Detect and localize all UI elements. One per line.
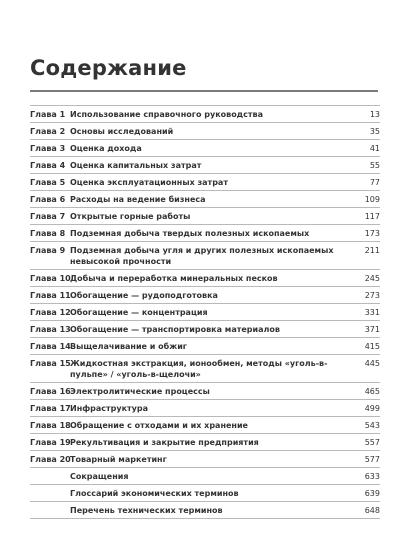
page-number: 109: [364, 195, 380, 204]
toc-entry: [30, 123, 380, 140]
page-title: Содержание: [30, 56, 187, 81]
chapter-label: Глава 14: [30, 342, 71, 351]
chapter-label: Глава 2: [30, 127, 66, 136]
toc-entry: [30, 242, 380, 270]
page-number: 331: [364, 308, 380, 317]
chapter-label: Глава 18: [30, 421, 71, 430]
title-divider: [30, 90, 378, 92]
toc-entry: [30, 225, 380, 242]
toc-entry: [30, 468, 380, 485]
toc-entry: [30, 383, 380, 400]
page-number: 273: [364, 291, 380, 300]
chapter-title: Рекультивация и закрытие предприятия: [70, 438, 259, 447]
chapter-title: Сокращения: [70, 472, 129, 481]
chapter-title: Оценка капитальных затрат: [70, 161, 202, 170]
chapter-title: Выщелачивание и обжиг: [70, 342, 187, 351]
chapter-title: Обогащение — транспортировка материалов: [70, 325, 280, 334]
toc-entry: [30, 208, 380, 225]
toc-entry: [30, 157, 380, 174]
page-number: 445: [364, 359, 380, 368]
page-number: 13: [369, 110, 380, 119]
chapter-title: Расходы на ведение бизнеса: [70, 195, 206, 204]
chapter-label: Глава 4: [30, 161, 66, 170]
page-number: 543: [364, 421, 380, 430]
chapter-title: Жидкостная экстракция, ионообмен, методы «уголь-в-пульпе» / «уголь-в-щелочи»: [70, 359, 328, 379]
chapter-title: Обогащение — рудоподготовка: [70, 291, 218, 300]
page-number: 211: [364, 246, 380, 255]
chapter-label: Глава 12: [30, 308, 71, 317]
chapter-title: Использование справочного руководства: [70, 110, 263, 119]
chapter-title: Глоссарий экономических терминов: [70, 489, 239, 498]
page-number: 245: [364, 274, 380, 283]
chapter-label: Глава 19: [30, 438, 71, 447]
table-of-contents: [30, 105, 380, 519]
toc-entry: [30, 338, 380, 355]
chapter-label: Глава 17: [30, 404, 71, 413]
toc-entry: [30, 140, 380, 157]
chapter-label: Глава 10: [30, 274, 71, 283]
page-number: 117: [364, 212, 380, 221]
chapter-title: Подземная добыча твердых полезных ископаемых: [70, 229, 310, 238]
page-number: 371: [364, 325, 380, 334]
chapter-title: Оценка дохода: [70, 144, 142, 153]
toc-entry: [30, 451, 380, 468]
page-number: 557: [364, 438, 380, 447]
chapter-label: Глава 15: [30, 359, 71, 368]
toc-entry: [30, 191, 380, 208]
page-number: 577: [364, 455, 380, 464]
toc-entry: [30, 105, 380, 123]
chapter-title: Перечень технических терминов: [70, 506, 223, 515]
page-number: 648: [364, 506, 380, 515]
toc-entry: [30, 400, 380, 417]
toc-entry: [30, 355, 380, 383]
page-number: 639: [364, 489, 380, 498]
toc-entry: [30, 485, 380, 502]
chapter-label: Глава 8: [30, 229, 66, 238]
chapter-label: Глава 11: [30, 291, 71, 300]
chapter-label: Глава 16: [30, 387, 71, 396]
toc-entry: [30, 417, 380, 434]
page-number: 415: [364, 342, 380, 351]
chapter-label: Глава 5: [30, 178, 66, 187]
chapter-title: Добыча и переработка минеральных песков: [70, 274, 278, 283]
page-number: 499: [364, 404, 380, 413]
page-number: 633: [364, 472, 380, 481]
chapter-title: Инфраструктура: [70, 404, 149, 413]
page-number: 55: [369, 161, 380, 170]
toc-entry: [30, 321, 380, 338]
chapter-title: Электролитические процессы: [70, 387, 210, 396]
chapter-label: Глава 20: [30, 455, 71, 464]
toc-entry: [30, 502, 380, 519]
toc-entry: [30, 434, 380, 451]
chapter-title: Основы исследований: [70, 127, 174, 136]
chapter-title: Обращение с отходами и их хранение: [70, 421, 248, 430]
toc-entry: [30, 287, 380, 304]
chapter-label: Глава 13: [30, 325, 71, 334]
chapter-title: Товарный маркетинг: [70, 455, 167, 464]
chapter-label: Глава 7: [30, 212, 66, 221]
chapter-title: Обогащение — концентрация: [70, 308, 208, 317]
page-number: 465: [364, 387, 380, 396]
toc-entry: [30, 304, 380, 321]
page-number: 77: [369, 178, 380, 187]
page-number: 41: [369, 144, 380, 153]
chapter-label: Глава 3: [30, 144, 66, 153]
toc-entry: [30, 174, 380, 191]
chapter-title: Оценка эксплуатационных затрат: [70, 178, 228, 187]
page-number: 173: [364, 229, 380, 238]
chapter-label: Глава 9: [30, 246, 66, 255]
chapter-label: Глава 6: [30, 195, 66, 204]
page-number: 35: [369, 127, 380, 136]
chapter-title: Подземная добыча угля и других полезных ископаемых невысокой прочности: [70, 246, 334, 266]
toc-entry: [30, 270, 380, 287]
chapter-title: Открытые горные работы: [70, 212, 191, 221]
chapter-label: Глава 1: [30, 110, 66, 119]
